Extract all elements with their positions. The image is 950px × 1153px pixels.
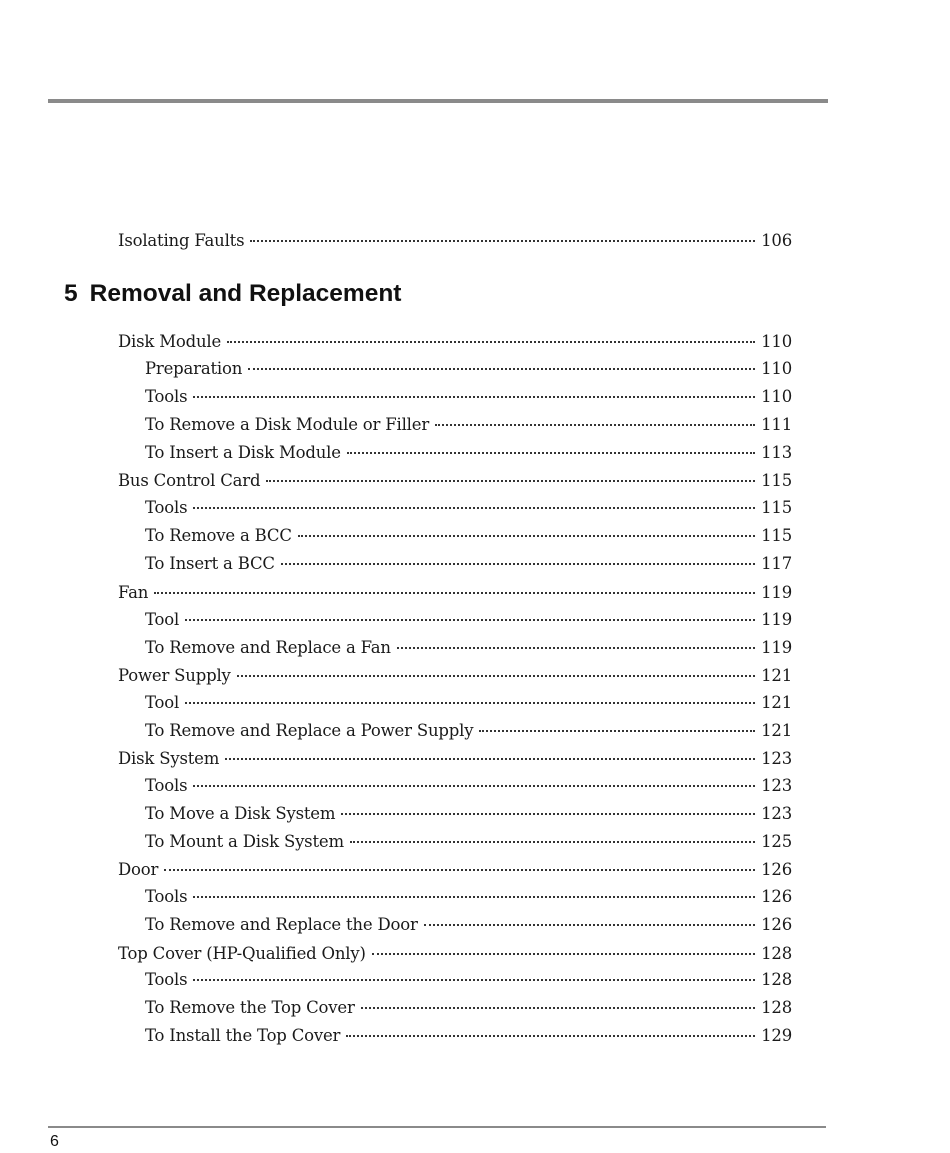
chapter-number: 5 — [64, 280, 78, 307]
toc-entry-title: To Move a Disk System — [145, 804, 336, 823]
toc-entry[interactable] — [118, 471, 792, 493]
dot-leader — [346, 1035, 755, 1037]
chapter-heading — [64, 280, 401, 308]
header-rule — [48, 99, 828, 103]
toc-entry-page: 126 — [761, 915, 792, 934]
toc-entry-page: 119 — [761, 638, 792, 657]
toc-entry[interactable] — [118, 332, 792, 354]
toc-entry-page: 119 — [761, 583, 792, 602]
dot-leader — [372, 953, 755, 955]
dot-leader — [266, 480, 755, 482]
dot-leader — [164, 869, 755, 871]
toc-entry-page: 119 — [761, 610, 792, 629]
toc-entry-page: 110 — [761, 387, 792, 406]
dot-leader — [341, 813, 755, 815]
dot-leader — [193, 785, 755, 787]
toc-entry[interactable] — [118, 666, 792, 688]
toc-entry-title: Tools — [145, 776, 188, 795]
toc-entry-page: 125 — [761, 832, 792, 851]
toc-entry-page: 128 — [761, 970, 792, 989]
dot-leader — [185, 619, 755, 621]
dot-leader — [154, 592, 755, 594]
toc-entry-title: Door — [118, 860, 159, 879]
toc-entry-page: 110 — [761, 359, 792, 378]
toc-entry[interactable] — [118, 583, 792, 605]
toc-entry[interactable] — [145, 915, 792, 937]
footer-rule — [48, 1126, 826, 1128]
dot-leader — [248, 368, 755, 370]
toc-entry[interactable] — [145, 693, 792, 715]
toc-entry-title: To Remove the Top Cover — [145, 998, 355, 1017]
dot-leader — [185, 702, 755, 704]
toc-entry-page: 129 — [761, 1026, 792, 1045]
toc-entry-title: Isolating Faults — [118, 231, 245, 250]
dot-leader — [193, 507, 755, 509]
page-number: 6 — [50, 1133, 59, 1150]
toc-entry-title: Tool — [145, 693, 180, 712]
dot-leader — [225, 758, 755, 760]
toc-entry-title: To Remove and Replace a Power Supply — [145, 721, 474, 740]
toc-entry-title: Fan — [118, 583, 149, 602]
toc-entry[interactable] — [145, 498, 792, 520]
toc-entry-title: Bus Control Card — [118, 471, 261, 490]
dot-leader — [281, 563, 755, 565]
toc-entry-title: To Mount a Disk System — [145, 832, 344, 851]
toc-entry-page: 128 — [761, 944, 792, 963]
toc-entry[interactable] — [118, 944, 792, 966]
toc-entry-page: 123 — [761, 749, 792, 768]
toc-entry-page: 128 — [761, 998, 792, 1017]
toc-entry-page: 115 — [761, 471, 792, 490]
toc-entry[interactable] — [145, 387, 792, 409]
toc-entry[interactable] — [145, 804, 792, 826]
toc-entry-page: 121 — [761, 721, 792, 740]
dot-leader — [397, 647, 755, 649]
toc-entry-title: Preparation — [145, 359, 243, 378]
toc-entry[interactable] — [145, 776, 792, 798]
toc-entry[interactable] — [145, 554, 792, 576]
toc-entry-title: To Remove a Disk Module or Filler — [145, 415, 430, 434]
toc-entry[interactable] — [118, 860, 792, 882]
dot-leader — [347, 452, 755, 454]
toc-entry[interactable] — [145, 721, 792, 743]
dot-leader — [193, 979, 755, 981]
toc-entry-title: Tools — [145, 887, 188, 906]
toc-entry-title: Tool — [145, 610, 180, 629]
dot-leader — [435, 424, 755, 426]
toc-entry-title: Power Supply — [118, 666, 231, 685]
toc-entry-page: 111 — [761, 415, 792, 434]
chapter-title: Removal and Replacement — [89, 280, 402, 307]
toc-entry-title: Disk Module — [118, 332, 222, 351]
dot-leader — [350, 841, 755, 843]
toc-entry-page: 123 — [761, 776, 792, 795]
toc-entry[interactable] — [145, 415, 792, 437]
toc-entry-page: 110 — [761, 332, 792, 351]
dot-leader — [250, 240, 755, 242]
toc-entry[interactable] — [145, 998, 792, 1020]
toc-entry[interactable] — [145, 443, 792, 465]
toc-entry-title: To Remove and Replace a Fan — [145, 638, 391, 657]
toc-entry-page: 126 — [761, 887, 792, 906]
toc-entry-page: 106 — [761, 231, 792, 250]
toc-entry[interactable] — [145, 359, 792, 381]
toc-entry-title: Top Cover (HP-Qualified Only) — [118, 944, 366, 963]
toc-entry-title: To Remove and Replace the Door — [145, 915, 418, 934]
toc-entry-page: 117 — [761, 554, 792, 573]
toc-entry[interactable] — [145, 887, 792, 909]
toc-entry-title: To Remove a BCC — [145, 526, 292, 545]
toc-entry-title: Disk System — [118, 749, 220, 768]
toc-entry-page: 121 — [761, 693, 792, 712]
toc-entry-title: Tools — [145, 970, 188, 989]
toc-entry-title: To Insert a BCC — [145, 554, 275, 573]
toc-entry-page: 115 — [761, 526, 792, 545]
toc-entry-title: Tools — [145, 498, 188, 517]
toc-entry[interactable] — [145, 638, 792, 660]
toc-entry[interactable] — [145, 526, 792, 548]
toc-entry[interactable] — [145, 1026, 792, 1048]
toc-entry[interactable] — [145, 832, 792, 854]
dot-leader — [237, 675, 755, 677]
toc-entry-page: 123 — [761, 804, 792, 823]
toc-entry-title: To Install the Top Cover — [145, 1026, 341, 1045]
toc-entry-title: Tools — [145, 387, 188, 406]
dot-leader — [298, 535, 755, 537]
dot-leader — [361, 1007, 755, 1009]
dot-leader — [227, 341, 755, 343]
toc-entry-page: 121 — [761, 666, 792, 685]
toc-entry-page: 115 — [761, 498, 792, 517]
toc-entry[interactable] — [145, 970, 792, 992]
toc-entry-page: 126 — [761, 860, 792, 879]
dot-leader — [193, 896, 755, 898]
dot-leader — [424, 924, 755, 926]
toc-entry[interactable] — [118, 749, 792, 771]
toc-entry-title: To Insert a Disk Module — [145, 443, 341, 462]
dot-leader — [193, 396, 755, 398]
toc-entry-page: 113 — [761, 443, 792, 462]
dot-leader — [479, 730, 755, 732]
toc-entry-isolating-faults[interactable] — [118, 231, 792, 253]
toc-entry[interactable] — [145, 610, 792, 632]
